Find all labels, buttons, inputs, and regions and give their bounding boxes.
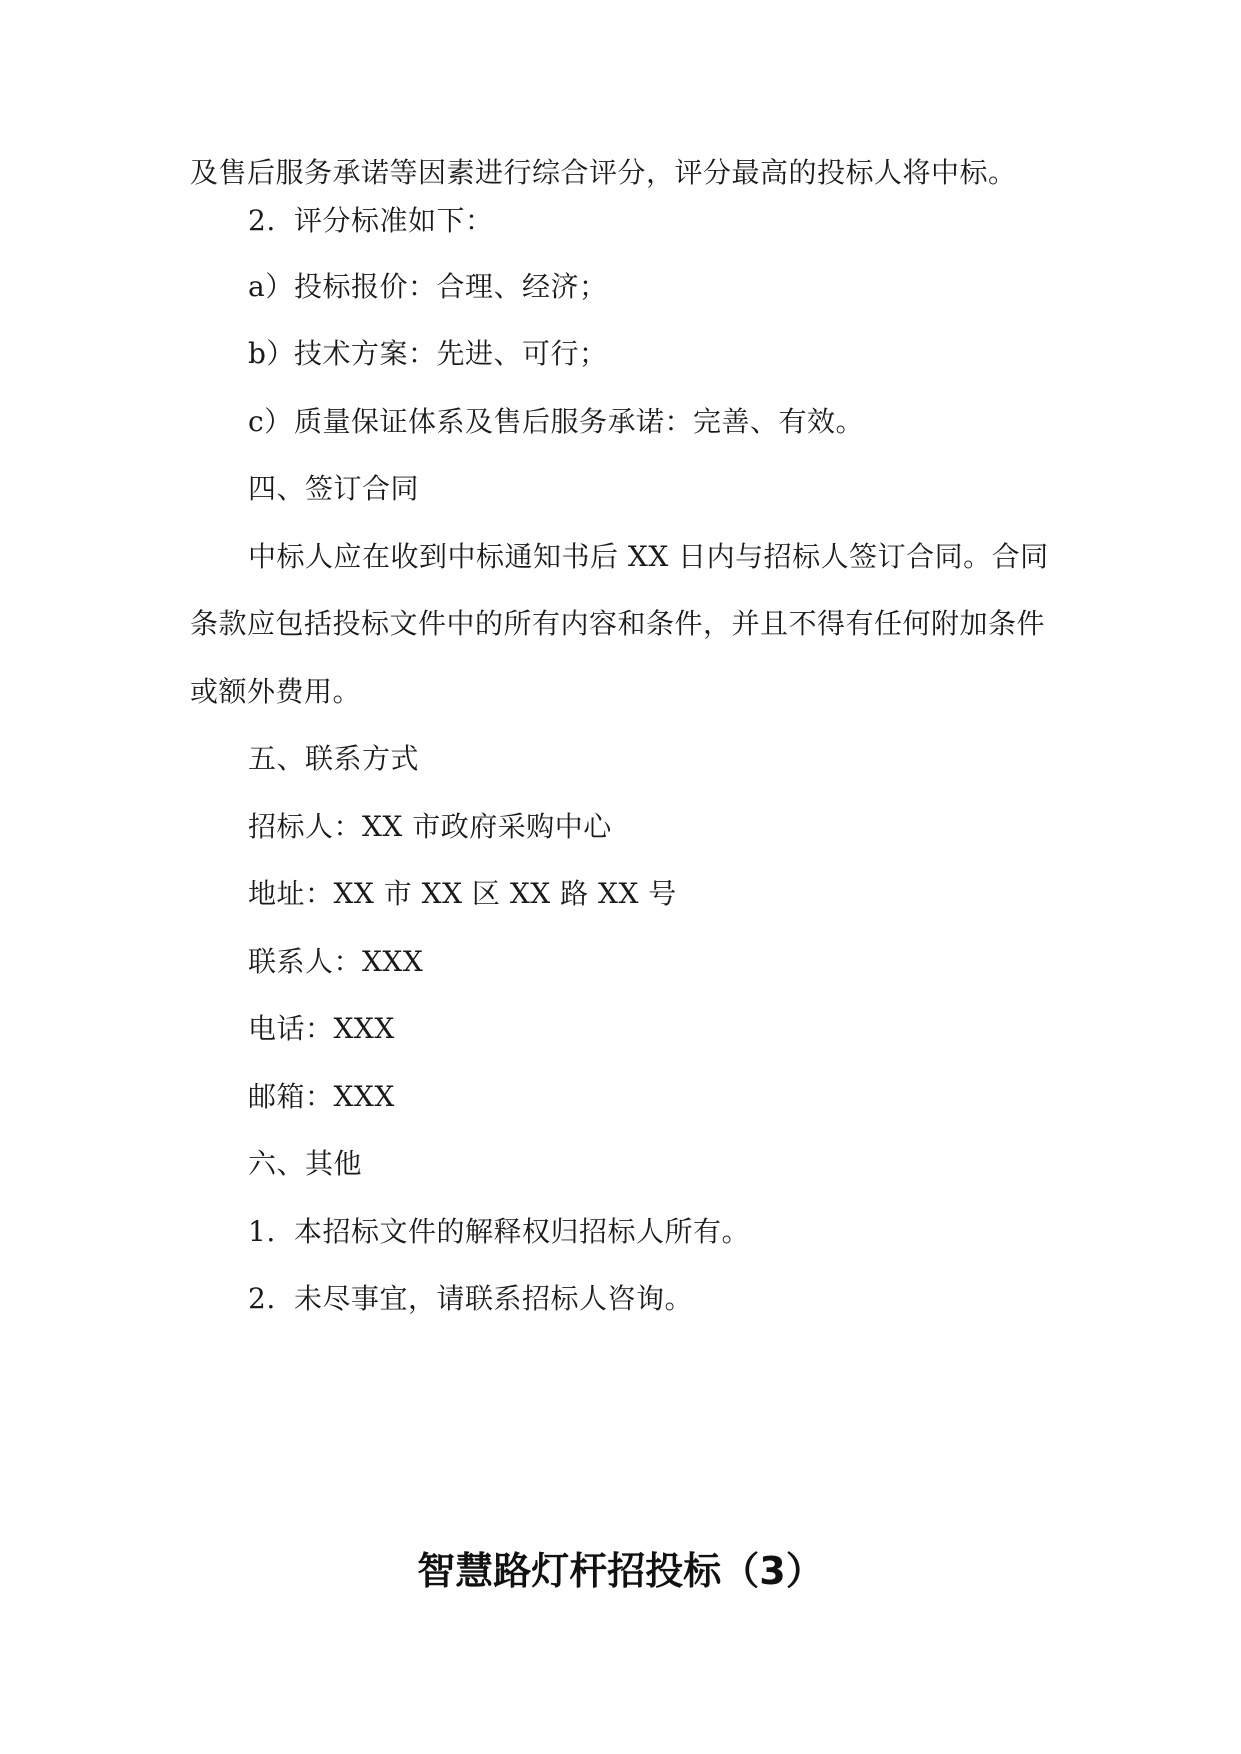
list-marker: c） (248, 405, 293, 438)
contact-email: 邮箱：XXX (248, 1080, 395, 1113)
criteria-item-a (0, 267, 1241, 307)
list-number: 2. (248, 1282, 276, 1315)
next-section-title: 智慧路灯杆招投标（3） (417, 1549, 824, 1593)
section-heading-contact: 五、联系方式 (248, 742, 420, 775)
list-text: 未尽事宜，请联系招标人咨询。 (294, 1282, 694, 1315)
contact-phone: 电话：XXX (248, 1012, 395, 1045)
list-marker: b） (248, 337, 295, 370)
list-text: 评分标准如下： (294, 204, 494, 237)
evaluation-paragraph-continuation: 及售后服务承诺等因素进行综合评分，评分最高的投标人将中标。 (190, 156, 1017, 189)
list-text: 质量保证体系及售后服务承诺：完善、有效。 (294, 405, 865, 438)
evaluation-criteria-heading (0, 201, 1241, 241)
list-text: 本招标文件的解释权归招标人所有。 (294, 1215, 751, 1248)
contract-paragraph-line: 或额外费用。 (190, 675, 362, 708)
other-item-1 (0, 1212, 1241, 1252)
list-number: 1. (248, 1215, 276, 1248)
list-number: 2. (248, 204, 276, 237)
section-heading-contract: 四、签订合同 (248, 472, 420, 505)
list-text: 投标报价：合理、经济； (294, 270, 608, 303)
contract-paragraph-line: 中标人应在收到中标通知书后 XX 日内与招标人签订合同。合同 (248, 540, 1049, 573)
list-text: 技术方案：先进、可行； (294, 337, 608, 370)
contact-tenderer: 招标人：XX 市政府采购中心 (248, 810, 612, 843)
section-heading-other: 六、其他 (248, 1147, 363, 1180)
list-marker: a） (248, 270, 294, 303)
other-item-2 (0, 1279, 1241, 1319)
contract-paragraph-line: 条款应包括投标文件中的所有内容和条件，并且不得有任何附加条件 (190, 607, 1046, 640)
contact-address: 地址：XX 市 XX 区 XX 路 XX 号 (248, 877, 677, 910)
contact-person: 联系人：XXX (248, 945, 424, 978)
criteria-item-c (0, 402, 1241, 442)
criteria-item-b (0, 334, 1241, 374)
